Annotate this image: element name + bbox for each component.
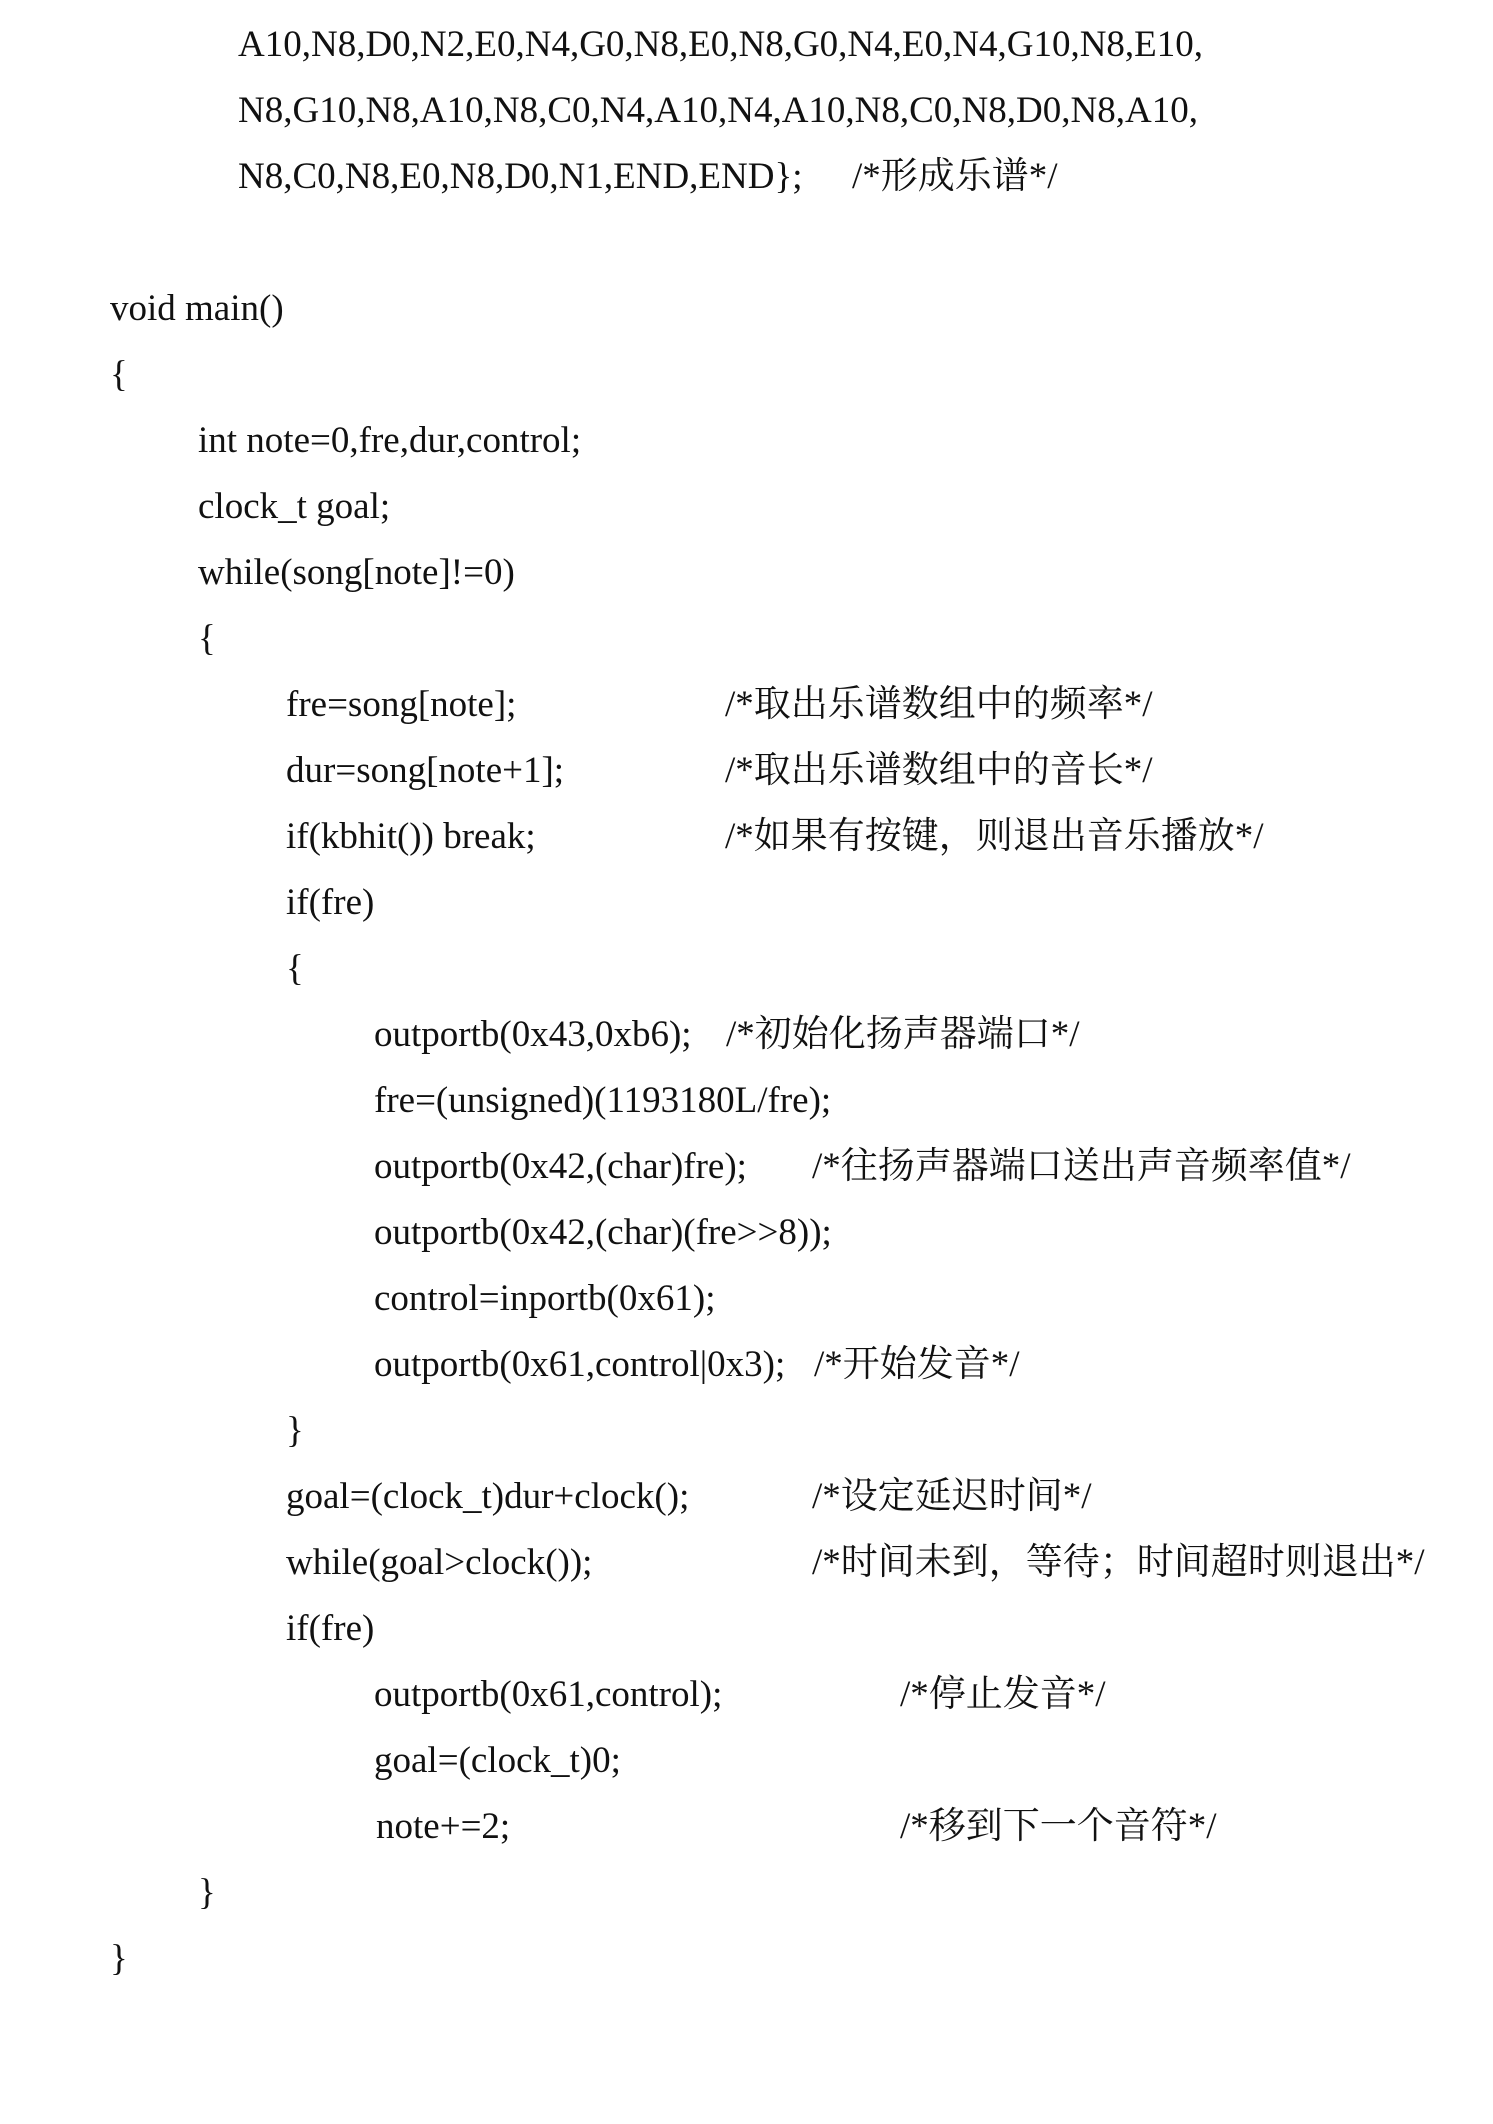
code-line [0,1860,216,1926]
code-text: outportb(0x61,control|0x3); [374,1344,786,1385]
code-text: outportb(0x42,(char)fre); [374,1146,747,1187]
code-text: } [198,1872,216,1913]
code-line [0,1464,1092,1530]
code-line [0,1068,832,1134]
code-text: if(kbhit()) break; [286,816,536,857]
code-line [0,606,216,672]
code-line [0,870,375,936]
code-text: N8,G10,N8,A10,N8,C0,N4,A10,N4,A10,N8,C0,N8,D0,N8,A10, [238,90,1198,131]
code-comment: /*往扬声器端口送出声音频率值*/ [812,1146,1351,1187]
code-text: N8,C0,N8,E0,N8,D0,N1,END,END}; [238,156,803,197]
code-comment: /*取出乐谱数组中的频率*/ [725,684,1153,725]
code-line [0,408,582,474]
code-line [0,1398,304,1464]
code-line [0,1794,1217,1860]
code-text: outportb(0x43,0xb6); [374,1014,692,1055]
code-text: fre=song[note]; [286,684,517,725]
code-line [0,144,1058,210]
code-text: while(goal>clock()); [286,1542,593,1583]
code-comment: /*形成乐谱*/ [852,156,1058,197]
code-text: int note=0,fre,dur,control; [198,420,582,461]
code-text: fre=(unsigned)(1193180L/fre); [374,1080,832,1121]
code-text: goal=(clock_t)dur+clock(); [286,1476,690,1517]
code-text: if(fre) [286,1608,375,1649]
code-comment: /*如果有按键，则退出音乐播放*/ [725,816,1264,857]
code-line [0,1926,128,1992]
code-line [0,1200,832,1266]
code-line [0,1662,1106,1728]
code-line [0,474,391,540]
code-line [0,672,1153,738]
code-text: outportb(0x61,control); [374,1674,723,1715]
code-line [0,1266,716,1332]
code-line [0,1596,375,1662]
code-line [0,78,1198,144]
code-text: clock_t goal; [198,486,391,527]
code-text: while(song[note]!=0) [198,552,515,593]
code-line [0,1002,1080,1068]
code-text: goal=(clock_t)0; [374,1740,621,1781]
code-line [0,1530,1425,1596]
code-comment: /*初始化扬声器端口*/ [726,1014,1080,1055]
code-text: } [286,1410,304,1451]
code-line [0,738,1153,804]
code-text: } [110,1938,128,1979]
code-text: A10,N8,D0,N2,E0,N4,G0,N8,E0,N8,G0,N4,E0,N4,G10,N8,E10, [238,24,1204,65]
code-text: { [286,948,304,989]
code-line [0,1134,1351,1200]
code-line [0,936,304,1002]
code-line [0,12,1204,78]
code-line [0,804,1264,870]
code-comment: /*时间未到，等待；时间超时则退出*/ [812,1542,1425,1583]
code-line [0,1728,621,1794]
code-comment: /*移到下一个音符*/ [900,1806,1217,1847]
code-text: void main() [110,288,284,329]
code-comment: /*开始发音*/ [814,1344,1020,1385]
code-text: outportb(0x42,(char)(fre>>8)); [374,1212,832,1253]
code-comment: /*设定延迟时间*/ [812,1476,1092,1517]
code-line [0,1332,1020,1398]
code-text: dur=song[note+1]; [286,750,565,791]
code-text: if(fre) [286,882,375,923]
code-text: note+=2; [376,1806,511,1847]
code-text: { [110,354,128,395]
code-comment: /*停止发音*/ [900,1674,1106,1715]
code-comment: /*取出乐谱数组中的音长*/ [725,750,1153,791]
code-text: control=inportb(0x61); [374,1278,716,1319]
code-line [0,342,128,408]
code-line [0,276,284,342]
code-line [0,540,515,606]
code-text: { [198,618,216,659]
